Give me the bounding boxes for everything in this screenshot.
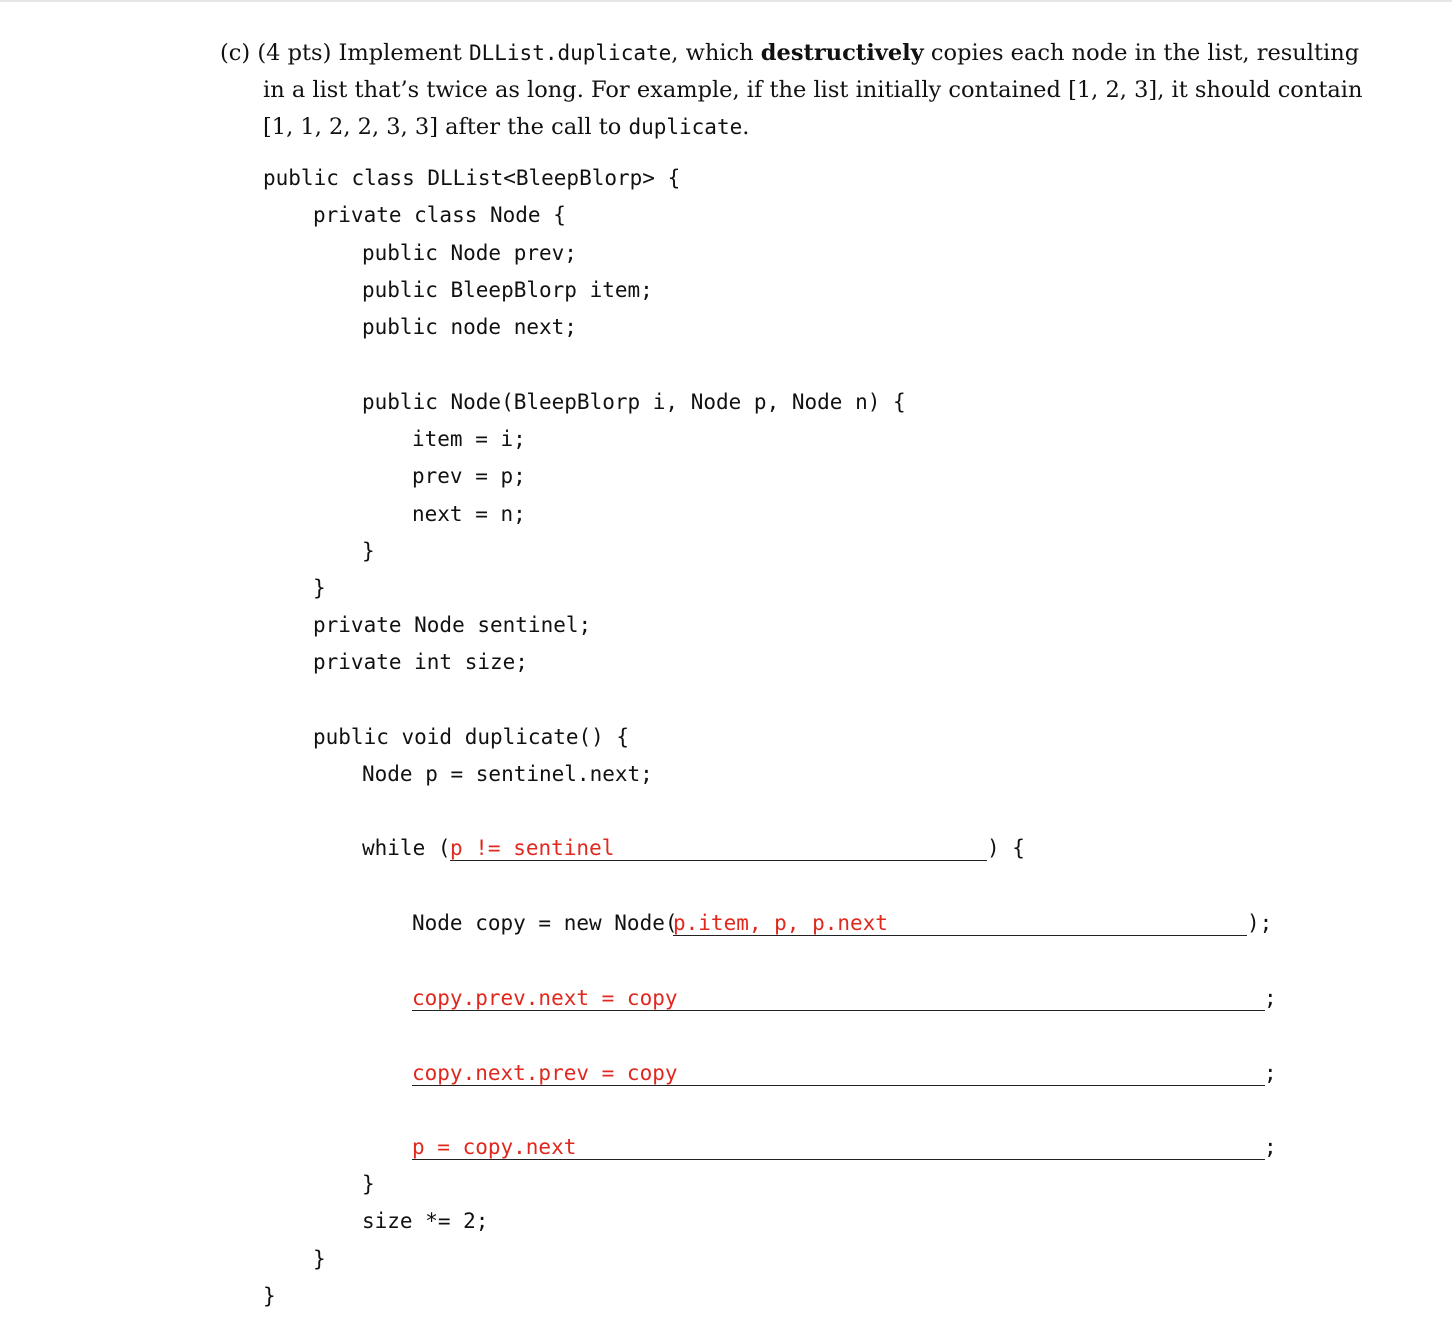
semicolon-3: ; bbox=[1264, 1135, 1277, 1159]
code-assign-prev: prev = p; bbox=[412, 464, 526, 488]
code-node-p: Node p = sentinel.next; bbox=[362, 762, 653, 786]
question-points: (4 pts) bbox=[257, 40, 332, 66]
code-while-close: ) { bbox=[987, 836, 1025, 860]
answer-while-condition: p != sentinel bbox=[450, 836, 615, 860]
question-label: (c) bbox=[220, 40, 251, 66]
answer-line-3: p = copy.next bbox=[412, 1135, 577, 1159]
code-field-next: public node next; bbox=[362, 315, 577, 339]
code-close-class: } bbox=[263, 1284, 276, 1308]
code-field-item: public BleepBlorp item; bbox=[362, 278, 653, 302]
code-node-class: private class Node { bbox=[313, 203, 566, 227]
result-list: [1, 1, 2, 2, 3, 3] bbox=[263, 114, 438, 140]
code-close-while: } bbox=[362, 1172, 375, 1196]
initial-list: [1, 2, 3] bbox=[1068, 77, 1158, 103]
code-assign-item: item = i; bbox=[412, 427, 526, 451]
code-duplicate-decl: public void duplicate() { bbox=[313, 725, 630, 749]
code-class-decl: public class DLList<BleepBlorp> { bbox=[263, 166, 681, 190]
call-name: duplicate bbox=[628, 115, 743, 139]
code-field-prev: public Node prev; bbox=[362, 241, 577, 265]
code-sentinel-field: private Node sentinel; bbox=[313, 613, 592, 637]
semicolon-2: ; bbox=[1264, 1061, 1277, 1085]
code-constructor: public Node(BleepBlorp i, Node p, Node n) { bbox=[362, 390, 906, 414]
code-size-field: private int size; bbox=[313, 650, 528, 674]
code-while: while ( bbox=[362, 836, 451, 860]
answer-line-1: copy.prev.next = copy bbox=[412, 986, 678, 1010]
question-line-1: (c) (4 pts) Implement DLList.duplicate, which destructively copies each node in the list, resulting bbox=[220, 40, 1360, 66]
emphasis-destructively: destructively bbox=[760, 40, 924, 66]
code-close-method: } bbox=[313, 1247, 326, 1271]
code-assign-next: next = n; bbox=[412, 502, 526, 526]
code-new-node: Node copy = new Node( bbox=[412, 911, 678, 935]
code-new-node-close: ); bbox=[1247, 911, 1273, 935]
code-close-node: } bbox=[313, 576, 326, 600]
top-divider bbox=[0, 0, 1452, 2]
method-name: DLList.duplicate bbox=[468, 41, 672, 65]
code-close-constructor: } bbox=[362, 539, 375, 563]
question-line-2: in a list that’s twice as long. For example, if the list initially contained [1, 2, 3], it should contain bbox=[263, 77, 1363, 103]
answer-line-2: copy.next.prev = copy bbox=[412, 1061, 678, 1085]
code-size-double: size *= 2; bbox=[362, 1209, 489, 1233]
answer-node-args: p.item, p, p.next bbox=[673, 911, 888, 935]
semicolon-1: ; bbox=[1264, 986, 1277, 1010]
question-line-3: [1, 1, 2, 2, 3, 3] after the call to duplicate. bbox=[263, 114, 750, 140]
